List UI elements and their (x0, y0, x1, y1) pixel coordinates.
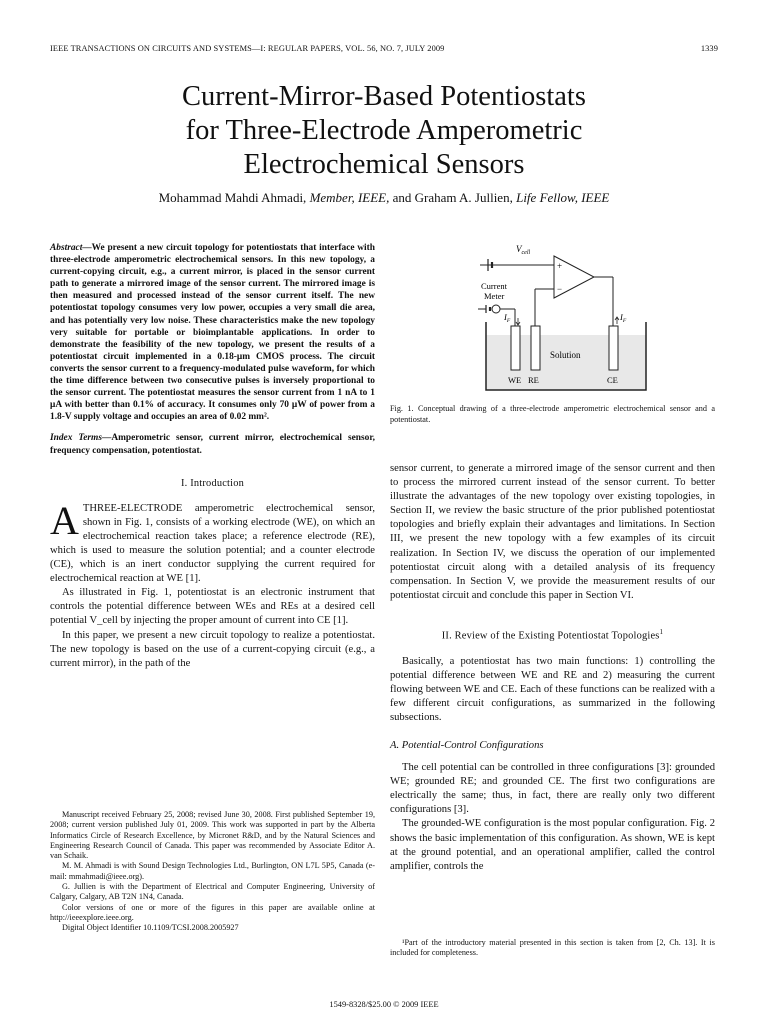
intro-paragraph-1 (50, 497, 375, 587)
paper-title (0, 80, 768, 182)
re-label: RE (528, 375, 539, 385)
footnote-introductory-material: ¹Part of the introductory material presented in this section is taken from [2, Ch. 13]. It is included for completeness. (390, 938, 715, 958)
author-2-role: Life Fellow, IEEE (516, 190, 610, 205)
if-label-we: $I_F$ (504, 312, 511, 324)
section-heading-review-text: II. Review of the Existing Potentiostat Topologies (441, 630, 660, 642)
current-meter-icon (492, 305, 500, 313)
author-line (0, 190, 768, 206)
footnote-jullien: G. Jullien is with the Department of Electrical and Computer Engineering, University of Calgary, Calgary, AB T2N 1N4, Canada. (50, 882, 375, 902)
title-line-2: for Three-Electrode Amperometric (185, 115, 583, 146)
author-1-role: Member, IEEE, (309, 190, 390, 205)
re-electrode (531, 326, 540, 370)
if-arrow-ce (615, 317, 619, 324)
figure-1-caption: Fig. 1. Conceptual drawing of a three-electrode amperometric electrochemical sensor and a potentiostat. (390, 404, 715, 424)
left-column (50, 242, 375, 671)
current-meter-label-1: Current (481, 281, 507, 291)
right-paragraph-1: sensor current, to generate a mirrored image of the sensor current and then to process the mirrored current instead of the sensor current. To better illustrate the advantages of the new topology over existing topologies, in Section II, we review the basic structure of the prior published potentiostat topologies and briefly explain their advantages and limitations. In Section III, we present the new topology with a few examples of its circuit realization. In Section IV, we discuss the operation of our implemented potentiostat circuit along with a detailed analysis of its frequency compensation. In Section V, we provide the measurement results of our potentiostat circuit and conclude this paper in Section VI. (390, 463, 715, 601)
footnote-color: Color versions of one or more of the figures in this paper are available online at http://ieeexplore.ieee.org. (50, 902, 375, 922)
opamp-minus-sign: − (557, 284, 563, 294)
ce-label: CE (607, 375, 618, 385)
intro-paragraph-3: In this paper, we present a new circuit topology to realize a potentiostat. The new topology is based on the use of a current-copying circuit (e.g., a current mirror), in the path of the (50, 629, 375, 669)
left-footnotes (50, 810, 375, 934)
right-footnote (390, 938, 715, 959)
abstract-lead: Abstract (50, 243, 83, 253)
page-footer: 1549-8328/$25.00 © 2009 IEEE (329, 1000, 439, 1009)
ce-electrode (609, 326, 618, 370)
we-electrode (511, 326, 520, 370)
we-label: WE (508, 375, 522, 385)
footnote-doi: Digital Object Identifier 10.1109/TCSI.2008.2005927 (62, 923, 239, 933)
footnote-manuscript: Manuscript received February 25, 2008; revised June 30, 2008. First published September 19, 2008; current version published July 01, 2009. This work was supported in part by the Alberta Informatics Circle of Research Excellence, by Micronet R&D, and by the Natural Sciences and Engineering Research Council of Canada. This paper was recommended by Associate Editor A. van Schaik. (50, 810, 375, 861)
current-meter-label-2: Meter (484, 291, 505, 301)
drop-cap: A (50, 497, 79, 543)
title-line-1: Current-Mirror-Based Potentiostats (182, 81, 586, 112)
index-terms-text: —Amperometric sensor, current mirror, electrochemical sensor, frequency compensation, potentiostat. (50, 433, 375, 456)
footnote-ahmadi: M. M. Ahmadi is with Sound Design Technologies Ltd., Burlington, ON L7L 5P5, Canada (e-mail: mmahmadi@ieee.org). (50, 861, 375, 881)
right-column (390, 462, 715, 874)
author-2: Graham A. Jullien, (414, 190, 513, 205)
figure-1-diagram (390, 240, 715, 400)
index-terms-lead: Index Terms (50, 433, 102, 444)
author-and: and (392, 190, 412, 205)
if-arrow-we (516, 318, 520, 325)
running-header (50, 44, 718, 58)
intro-paragraph-1-text: THREE-ELECTRODE amperometric electrochemical sensor, shown in Fig. 1, consists of a working electrode (WE), on which an electrochemical reaction takes place; a reference electrode (RE), which is used to measure the solution potential; and a counter electrode (CE), which is an inert conductor supplying the current required for electrochemical reaction at WE [1]. (50, 502, 375, 585)
title-line-3: Electrochemical Sensors (243, 149, 525, 180)
index-terms (50, 432, 375, 456)
potential-control-paragraph-1: The cell potential can be controlled in three configurations [3]: grounded WE; grounded RE; and grounded CE. The first two configurations are electrically the same; thus, in fact, there are really only two different configurations [3]. (390, 762, 715, 816)
figure-1 (390, 240, 715, 400)
section-heading-review-footnote-mark: 1 (659, 627, 664, 636)
subsection-heading-a: A. Potential-Control Configurations (390, 739, 544, 751)
section-heading-introduction: I. Introduction (180, 477, 245, 489)
review-paragraph-1: Basically, a potentiostat has two main functions: 1) controlling the potential difference between WE and RE and 2) measuring the current flowing between WE and CE. Each of these functions can be realized with a few different circuit configurations, as summarized in the following subsections. (390, 655, 715, 723)
abstract-text: —We present a new circuit topology for potentiostats that interface with three-electrode amperometric electrochemical sensors. In this new topology, a current-copying circuit, e.g., a current mirror, is placed in the sensor current path to generate a mirrored image of the sensor current. The mirrored image is then measured and processed instead of the sensor current itself. The new potentiostat topology consumes very low power, occupies a very small die area, and has potentially very low noise. These characteristics make the new topology very suitable for portable or bioimplantable applications. In order to demonstrate the feasibility of the new topology, we present the results of a potentiostat circuit implemented in a 0.18-μm CMOS process. The circuit converts the sensor current to a frequency-modulated pulse waveform, for which the time difference between two consecutive pulses is inversely proportional to the sensor current. The potentiostat measures the sensor current from 1 nA to 1 μA with better than 0.1% of accuracy. It consumes only 70 μW of power from a 1.8-V supply voltage and occupies an area of 0.02 mm². (50, 243, 375, 423)
page-number: 1339 (700, 44, 718, 53)
potential-control-paragraph-2: The grounded-WE configuration is the most popular configuration. Fig. 2 shows the basic implementation of this configuration. As shown, WE is kept at the ground potential, and an operational amplifier, called the control amplifier, controls the (390, 818, 715, 872)
vcell-label: $V_{cell}$ (516, 244, 531, 256)
journal-name: IEEE TRANSACTIONS ON CIRCUITS AND SYSTEMS—I: REGULAR PAPERS, VOL. 56, NO. 7, JULY 2009 (50, 44, 445, 53)
if-label-ce: $I_F$ (620, 312, 627, 324)
section-heading-review (390, 625, 715, 644)
author-1: Mohammad Mahdi Ahmadi, (158, 190, 307, 205)
intro-paragraph-2: As illustrated in Fig. 1, potentiostat is an electronic instrument that controls the potential difference between WEs and REs at a desired cell potential V_cell by injecting the proper amount of current into CE [1]. (50, 587, 375, 627)
abstract (50, 242, 375, 423)
solution-label: Solution (550, 350, 581, 360)
opamp-plus-sign: + (557, 261, 563, 271)
